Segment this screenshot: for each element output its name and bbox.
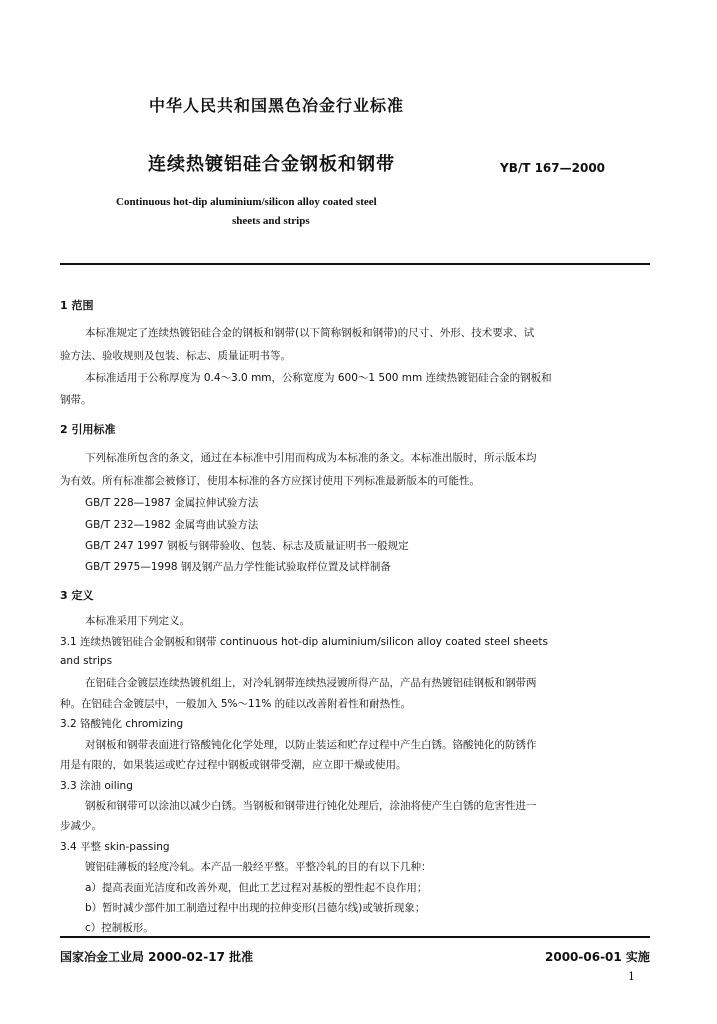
ref-item: GB/T 2975—1998 钢及钢产品力学性能试验取样位置及试样制备 <box>85 561 391 573</box>
def-3-3-term: 3.3 涂油 oiling <box>60 780 133 792</box>
s1-para1-line2: 验方法、验收规则及包装、标志、质量证明书等。 <box>60 350 291 362</box>
page-number: 1 <box>628 970 635 983</box>
def-3-1-term: 3.1 连续热镀铝硅合金钢板和钢带 continuous hot-dip aluminium/silicon alloy coated steel sheets <box>60 636 548 648</box>
def-3-4-item-c: c）控制板形。 <box>85 922 154 934</box>
s2-para1-line1: 下列标准所包含的条文，通过在本标准中引用而构成为本标准的条文。本标准出版时，所示版本均 <box>85 452 537 464</box>
def-3-4-term: 3.4 平整 skin-passing <box>60 841 170 853</box>
document-title: 连续热镀铝硅合金钢板和钢带 <box>148 154 395 175</box>
def-3-4-item-b: b）暂时减少部件加工制造过程中出现的拉伸变形(吕德尔线)或皱折现象； <box>85 902 426 914</box>
s1-para2-line2: 钢带。 <box>60 394 92 406</box>
top-rule <box>60 263 650 265</box>
def-3-1-text-line1: 在铝硅合金镀层连续热镀机组上，对冷轧钢带连续热浸镀所得产品，产品有热镀铝硅钢板和钢带两 <box>85 677 537 689</box>
section-1-heading: 1 范围 <box>60 299 94 312</box>
s1-para2-line1: 本标准适用于公称厚度为 0.4～3.0 mm，公称宽度为 600～1 500 mm 连续热镀铝硅合金的钢板和 <box>85 372 552 384</box>
ref-item: GB/T 247 1997 钢板与钢带验收、包装、标志及质量证明书一般规定 <box>85 540 409 552</box>
approval-date: 国家冶金工业局 2000-02-17 批准 <box>60 950 254 964</box>
def-3-3-text-line1: 钢板和钢带可以涂油以减少白锈。当钢板和钢带进行钝化处理后，涂油将使产生白锈的危害性进一 <box>85 800 537 812</box>
standard-body: 中华人民共和国黑色冶金行业标准 <box>149 96 405 115</box>
s1-para1-line1: 本标准规定了连续热镀铝硅合金的钢板和钢带(以下简称钢板和钢带)的尺寸、外形、技术要求、试 <box>85 327 535 339</box>
def-3-2-text-line2: 用是有限的，如果装运或贮存过程中钢板或钢带受潮，应立即干燥或使用。 <box>60 759 407 771</box>
section-2-heading: 2 引用标准 <box>60 423 116 436</box>
english-title-line1: Continuous hot-dip aluminium/silicon alloy coated steel <box>116 196 377 208</box>
standard-code: YB/T 167—2000 <box>500 161 606 175</box>
s2-para1-line2: 为有效。所有标准都会被修订，使用本标准的各方应探讨使用下列标准最新版本的可能性。 <box>60 475 480 487</box>
effective-date: 2000-06-01 实施 <box>545 950 650 964</box>
section-3-heading: 3 定义 <box>60 589 94 602</box>
def-3-1-text-line2: 种。在铝硅合金镀层中，一般加入 5%～11% 的硅以改善附着性和耐热性。 <box>60 698 412 710</box>
bottom-rule <box>60 936 650 938</box>
def-3-4-item-a: a）提高表面光洁度和改善外观，但此工艺过程对基板的塑性起不良作用； <box>85 882 428 894</box>
def-3-1-term-cont: and strips <box>60 655 113 667</box>
ref-item: GB/T 228—1987 金属拉伸试验方法 <box>85 497 259 509</box>
english-title-line2: sheets and strips <box>232 215 310 227</box>
def-3-2-term: 3.2 铬酸钝化 chromizing <box>60 718 184 730</box>
def-3-3-text-line2: 步减少。 <box>60 820 102 832</box>
def-3-4-text: 镀铝硅薄板的轻度冷轧。本产品一般经平整。平整冷轧的目的有以下几种： <box>85 861 432 873</box>
def-3-2-text-line1: 对钢板和钢带表面进行铬酸钝化化学处理，以防止装运和贮存过程中产生白锈。铬酸钝化的防锈作 <box>85 739 537 751</box>
ref-item: GB/T 232—1982 金属弯曲试验方法 <box>85 519 259 531</box>
s3-intro: 本标准采用下列定义。 <box>85 615 190 627</box>
